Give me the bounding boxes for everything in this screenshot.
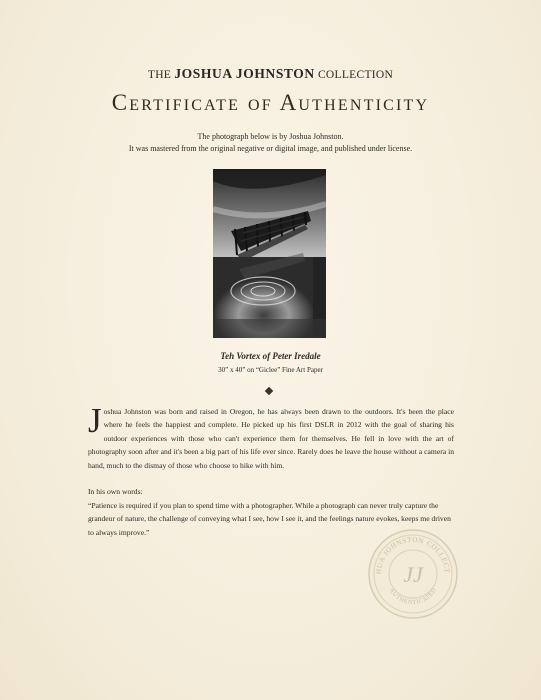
collection-the: THE bbox=[147, 69, 172, 81]
intro-line-1: The photograph below is by Joshua Johnston. bbox=[197, 132, 344, 141]
bio-paragraph bbox=[88, 401, 454, 472]
collection-name: JOSHUA JOHNSTON bbox=[174, 66, 315, 81]
authenticity-seal bbox=[367, 528, 459, 620]
intro-text bbox=[0, 131, 541, 155]
embossed-seal-icon bbox=[367, 528, 459, 620]
bio-dropcap: J bbox=[88, 401, 102, 440]
own-words-label: In his own words: bbox=[88, 487, 143, 496]
bio-text: oshua Johnston was born and raised in Oregon, he has always been drawn to the outdoors. It's been the place where he feels the happiest and complete. He picked up his first DSLR in 2012 with the goal of sharing his outdoor experiences with those who can't experience them for themselves. He fell in love with the art of photography soon after and it's been a big part of his life ever since. Rarely does he leave the house without a camera in hand, much to the dismay of those who choose to hike with him. bbox=[88, 407, 454, 470]
collection-word: COLLECTION bbox=[317, 69, 394, 81]
seal-bottom-text: AUTHENTICATED bbox=[387, 586, 439, 607]
own-words-quote: “Patience is required if you plan to spend time with a photographer. While a photograph can never truly capture the grandeur of nature, the challenge of conveying what I see, how I see it, and the feelings nature evokes, keeps me driven to always improve.” bbox=[88, 501, 451, 537]
diamond-divider-icon bbox=[265, 387, 273, 395]
photo-title: Teh Vortex of Peter Iredale bbox=[220, 351, 321, 361]
seal-monogram: JJ bbox=[403, 562, 423, 587]
photo-paper-spec: 30” x 40” on “Giclee” Fine Art Paper bbox=[218, 366, 323, 374]
seal-ring-text: HUA JOHNSTON COLLECT bbox=[374, 535, 452, 575]
certificate-title: Certificate of Authenticity bbox=[111, 90, 430, 115]
photograph bbox=[213, 169, 326, 338]
intro-line-2: It was mastered from the original negative or digital image, and published under license. bbox=[128, 144, 413, 153]
collection-heading bbox=[0, 66, 541, 82]
shipwreck-photo bbox=[213, 169, 326, 338]
